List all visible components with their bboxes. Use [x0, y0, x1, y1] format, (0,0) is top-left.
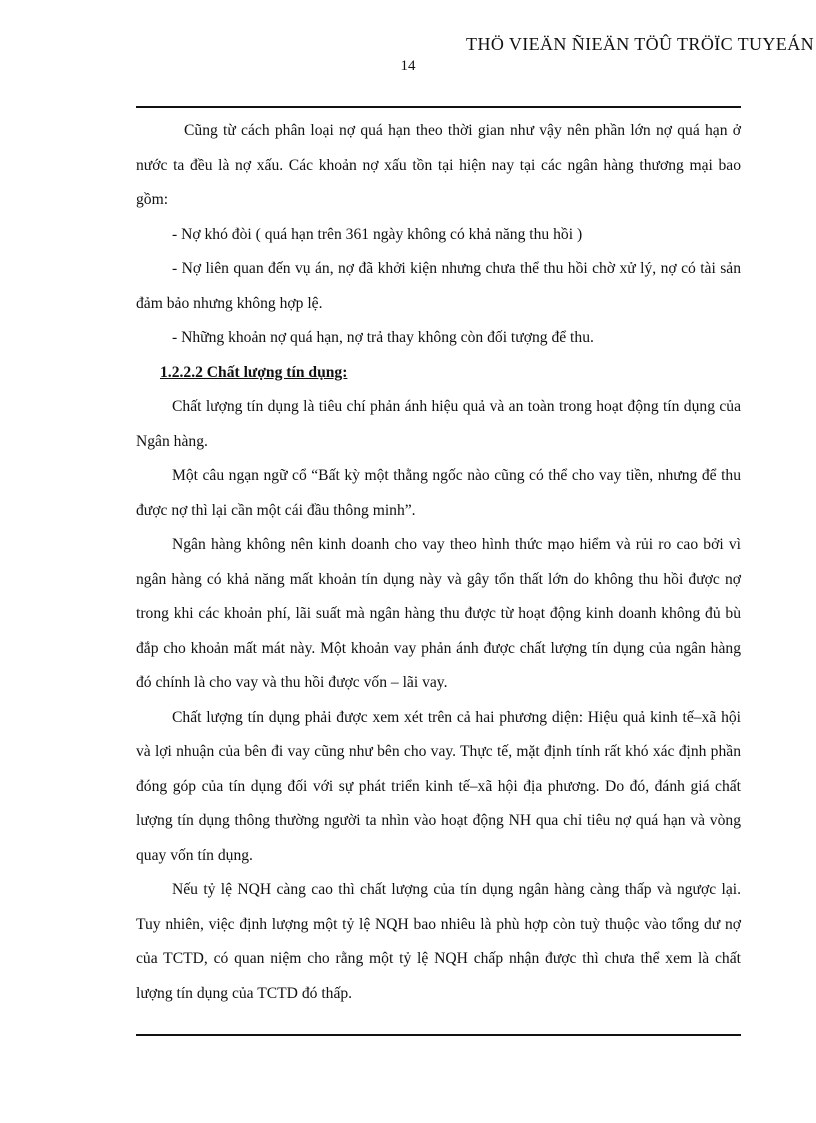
paragraph-bad-debt-intro: Cũng từ cách phân loại nợ quá hạn theo thời gian như vậy nên phần lớn nợ quá hạn ở nước ta đều là nợ xấu. Các khoản nợ xấu tồn tại hiện nay tại các ngân hàng thương mại bao gồm:: [136, 122, 741, 208]
page-body: [136, 114, 741, 1011]
bottom-divider: [136, 1034, 741, 1036]
paragraph-evaluation-aspects: Chất lượng tín dụng phải được xem xét trên cả hai phương diện: Hiệu quả kinh tế–xã hội và lợi nhuận của bên đi vay cũng như bên cho vay. Thực tế, mặt định tính rất khó xác định phần đóng góp của tín dụng đối với sự phát triển kinh tế–xã hội địa phương. Do đó, đánh giá chất lượng tín dụng thông thường người ta nhìn vào hoạt động NH qua chỉ tiêu nợ quá hạn và vòng quay vốn tín dụng.: [136, 708, 741, 864]
list-item-litigation-debt: - Nợ liên quan đến vụ án, nợ đã khởi kiện nhưng chưa thể thu hồi chờ xử lý, nợ có tài sản đảm bảo nhưng không hợp lệ.: [136, 260, 741, 312]
paragraph-proverb: Một câu ngạn ngữ cổ “Bất kỳ một thằng ngốc nào cũng có thể cho vay tiền, nhưng để thu được nợ thì lại cần một cái đầu thông minh”.: [136, 467, 741, 519]
library-watermark: THÖ VIEÄN ÑIEÄN TÖÛ TRÖÏC TUYEÁN: [466, 34, 814, 54]
top-divider: [136, 106, 741, 108]
paragraph-credit-quality-definition: Chất lượng tín dụng là tiêu chí phản ánh hiệu quả và an toàn trong hoạt động tín dụng của Ngân hàng.: [136, 398, 741, 450]
page-number: 14: [400, 58, 416, 74]
paragraph-lending-risk: Ngân hàng không nên kinh doanh cho vay theo hình thức mạo hiểm và rủi ro cao bởi vì ngân hàng có khả năng mất khoản tín dụng này và gây tổn thất lớn do không thu hồi được nợ trong khi các khoản phí, lãi suất mà ngân hàng thu được từ hoạt động kinh doanh không đủ bù đắp cho khoản mất mát này. Một khoản vay phản ánh được chất lượng tín dụng của ngân hàng đó chính là cho vay và thu hồi được vốn – lãi vay.: [136, 536, 741, 691]
section-heading: 1.2.2.2 Chất lượng tín dụng:: [160, 363, 348, 381]
paragraph-npl-ratio: Nếu tỷ lệ NQH càng cao thì chất lượng của tín dụng ngân hàng càng thấp và ngược lại. Tuy nhiên, việc định lượng một tỷ lệ NQH bao nhiêu là phù hợp còn tuỳ thuộc vào tổng dư nợ của TCTD, có quan niệm cho rằng một tỷ lệ NQH chấp nhận được thì chưa thể xem là chất lượng tín dụng của TCTD đó thấp.: [136, 881, 741, 1002]
list-item-doubtful-debt: - Nợ khó đòi ( quá hạn trên 361 ngày không có khả năng thu hồi ): [172, 225, 583, 243]
list-item-overdue-debt: - Những khoản nợ quá hạn, nợ trả thay không còn đối tượng để thu.: [172, 329, 594, 346]
